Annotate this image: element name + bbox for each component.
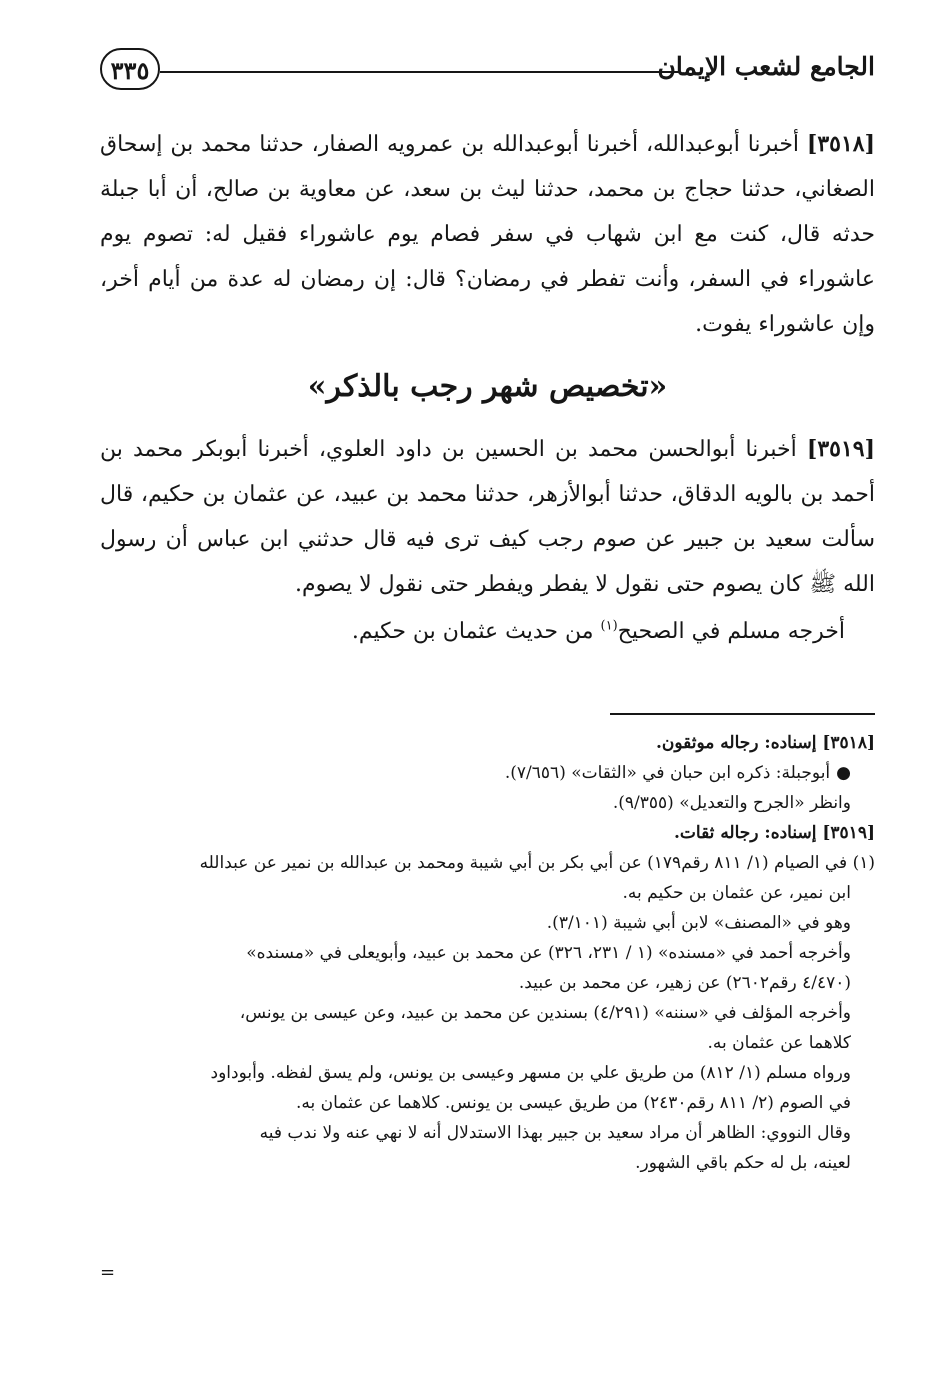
hadith-number: [٣٥١٩] [806, 436, 875, 462]
footnote-line: (١) في الصيام (١/ ٨١١ رقم١٧٩) عن أبي بكر بن أبي شيبة ومحمد بن عبدالله بن نمير عن عبدالله [199, 853, 875, 873]
takhrij-text-end: من حديث عثمان بن حكيم. [351, 619, 601, 644]
footnote-line: وانظر «الجرح والتعديل» (٩/٣٥٥). [612, 793, 851, 813]
hadith-3519 [100, 427, 875, 607]
footnote-line: ابن نمير، عن عثمان بن حكيم به. [622, 883, 851, 903]
book-title: الجامع لشعب الإيمان [657, 52, 875, 81]
header-rule [160, 71, 680, 73]
page-number: ٣٣٥ [100, 48, 160, 90]
footnote-line: وأخرجه المؤلف في «سننه» (٤/٢٩١) بسندين عن محمد بن عبيد، وعن عيسى بن يونس، [239, 1003, 851, 1023]
footnote-text: أبوجبلة: ذكره ابن حبان في «الثقات» (٧/٦٥٦). [504, 763, 831, 783]
page-header [100, 48, 875, 98]
footnote-line: وقال النووي: الظاهر أن مراد سعيد بن جبير بهذا الاستدلال أنه لا نهي عنه ولا ندب فيه [259, 1123, 851, 1143]
section-heading: «تخصيص شهر رجب بالذكر» [307, 369, 668, 404]
hadith-3518 [100, 122, 875, 347]
bullet-icon: ● [836, 763, 851, 783]
footnote-line: (٤/٤٧٠ رقم٢٦٠٢) عن زهير، عن محمد بن عبيد. [518, 973, 851, 993]
footnote-line: وأخرجه أحمد في «مسنده» (١ / ٢٣١، ٣٢٦) عن محمد بن عبيد، وأبويعلى في «مسنده» [246, 943, 851, 963]
main-text [100, 122, 875, 654]
takhrij-text: أخرجه مسلم في الصحيح [617, 619, 845, 644]
footnote-line: ورواه مسلم (١/ ٨١٢) من طريق علي بن مسهر وعيسى بن يونس، ولم يسق لفظه. وأبوداود [210, 1063, 851, 1083]
footnote-isnad-3519: [٣٥١٩] إسناده: رجاله ثقات. [673, 823, 875, 843]
takhrij-line [100, 609, 845, 654]
footnote-line [100, 758, 851, 788]
footnote-separator [610, 713, 875, 715]
footnotes [100, 728, 875, 1178]
hadith-text: أخبرنا أبوعبدالله، أخبرنا أبوعبدالله بن عمرويه الصفار، حدثنا محمد بن إسحاق الصغاني، حدثنا حجاج بن محمد، حدثنا ليث بن سعد، عن معاوية بن صالح، أن أبا جبلة حدثه قال، كنت مع ابن شهاب في سفر فصام يوم عاشوراء فقيل له: تصوم يوم عاشوراء في السفر، وأنت تفطر في رمضان؟ قال: إن رمضان له عدة من أيام أخر، وإن عاشوراء يفوت. [100, 132, 875, 337]
footnote-isnad-3518: [٣٥١٨] إسناده: رجاله موثقون. [655, 733, 875, 753]
footnote-line: وهو في «المصنف» لابن أبي شيبة (٣/١٠١). [546, 913, 851, 933]
hadith-text: أخبرنا أبوالحسن محمد بن الحسين بن داود العلوي، أخبرنا أبوبكر محمد بن أحمد بن بالويه الدقاق، حدثنا أبوالأزهر، حدثنا محمد بن عبيد، عن عثمان بن حكيم، قال سألت سعيد بن جبير عن صوم رجب كيف ترى فيه قال حدثني ابن عباس أن رسول الله ﷺ كان يصوم حتى نقول لا يفطر ويفطر حتى نقول لا يصوم. [100, 437, 875, 597]
footnote-line: في الصوم (٢/ ٨١١ رقم٢٤٣٠) من طريق عيسى بن يونس. كلاهما عن عثمان به. [295, 1093, 851, 1113]
footnote-line: لعينه، بل له حكم باقي الشهور. [635, 1153, 851, 1173]
hadith-number: [٣٥١٨] [806, 131, 875, 157]
footnote-reference: (١) [600, 618, 618, 634]
footnote-line: كلاهما عن عثمان به. [707, 1033, 851, 1053]
continued-mark: = [100, 1262, 116, 1283]
